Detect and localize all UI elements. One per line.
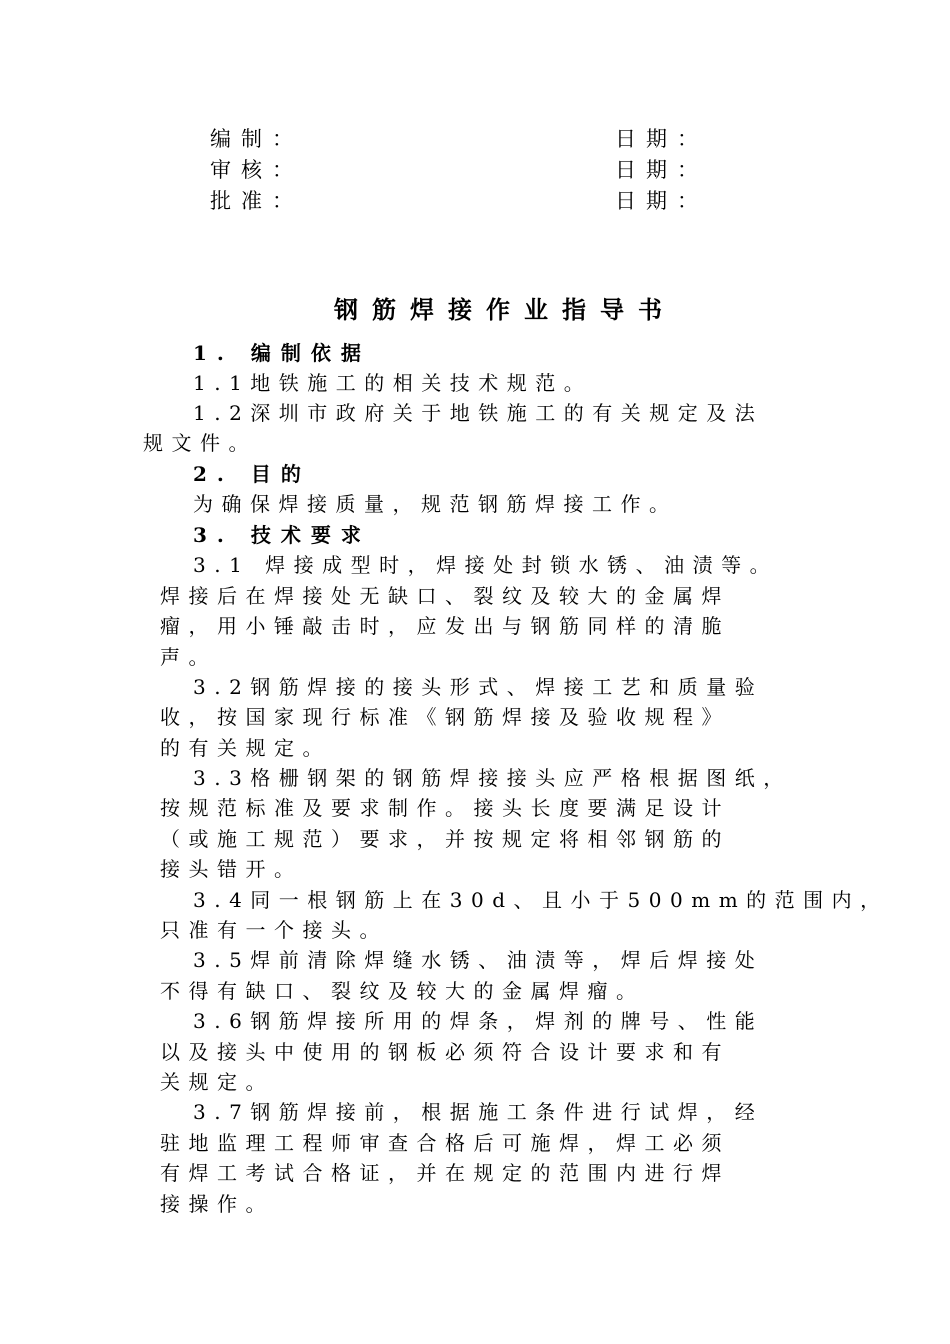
paragraph-line: 的有关规定。 (160, 736, 331, 760)
paragraph-line: 不得有缺口、裂纹及较大的金属焊瘤。 (160, 979, 645, 1003)
paragraph-line: 3.5焊前清除焊缝水锈、油渍等，焊后焊接处 (193, 948, 764, 972)
paragraph-line: 规文件。 (143, 431, 257, 455)
paragraph-line: 按规范标准及要求制作。接头长度要满足设计 (160, 796, 730, 820)
compiled-by-label: 编制： (210, 127, 303, 151)
paragraph-line: 3.2钢筋焊接的接头形式、焊接工艺和质量验 (193, 675, 764, 699)
paragraph-line: 接头错开。 (160, 857, 303, 881)
section-heading: 3. 技术要求 (193, 523, 371, 547)
date-label: 日期： (615, 158, 708, 182)
paragraph-line: 接操作。 (160, 1192, 274, 1216)
section-heading: 2. 目的 (193, 462, 311, 486)
reviewed-by-label: 审核： (210, 158, 303, 182)
paragraph-line: 驻地监理工程师审查合格后可施焊，焊工必须 (160, 1131, 730, 1155)
date-label: 日期： (615, 127, 708, 151)
paragraph-line: 1.1地铁施工的相关技术规范。 (193, 371, 593, 395)
paragraph-line: 收，按国家现行标准《钢筋焊接及验收规程》 (160, 705, 730, 729)
paragraph-line: 为确保焊接质量，规范钢筋焊接工作。 (193, 492, 678, 516)
paragraph-line: 3.1 焊接成型时，焊接处封锁水锈、油渍等。 (193, 553, 779, 577)
paragraph-line: 有焊工考试合格证，并在规定的范围内进行焊 (160, 1161, 730, 1185)
paragraph-line: 3.3格栅钢架的钢筋焊接接头应严格根据图纸， (193, 766, 792, 790)
document-title: 钢筋焊接作业指导书 (334, 295, 676, 324)
paragraph-line: 关规定。 (160, 1070, 274, 1094)
section-heading: 1. 编制依据 (193, 341, 371, 365)
paragraph-line: 3.4同一根钢筋上在30d、且小于500mm的范围内， (193, 888, 889, 912)
approved-by-label: 批准： (210, 189, 303, 213)
paragraph-line: 只准有一个接头。 (160, 918, 388, 942)
paragraph-line: 瘤，用小锤敲击时，应发出与钢筋同样的清脆 (160, 614, 730, 638)
paragraph-line: 声。 (160, 645, 217, 669)
paragraph-line: 焊接后在焊接处无缺口、裂纹及较大的金属焊 (160, 584, 730, 608)
paragraph-line: 1.2深圳市政府关于地铁施工的有关规定及法 (193, 401, 764, 425)
paragraph-line: 以及接头中使用的钢板必须符合设计要求和有 (160, 1040, 730, 1064)
date-label: 日期： (615, 189, 708, 213)
paragraph-line: 3.6钢筋焊接所用的焊条，焊剂的牌号、性能 (193, 1009, 764, 1033)
paragraph-line: （或施工规范）要求，并按规定将相邻钢筋的 (160, 827, 730, 851)
paragraph-line: 3.7钢筋焊接前，根据施工条件进行试焊，经 (193, 1100, 764, 1124)
